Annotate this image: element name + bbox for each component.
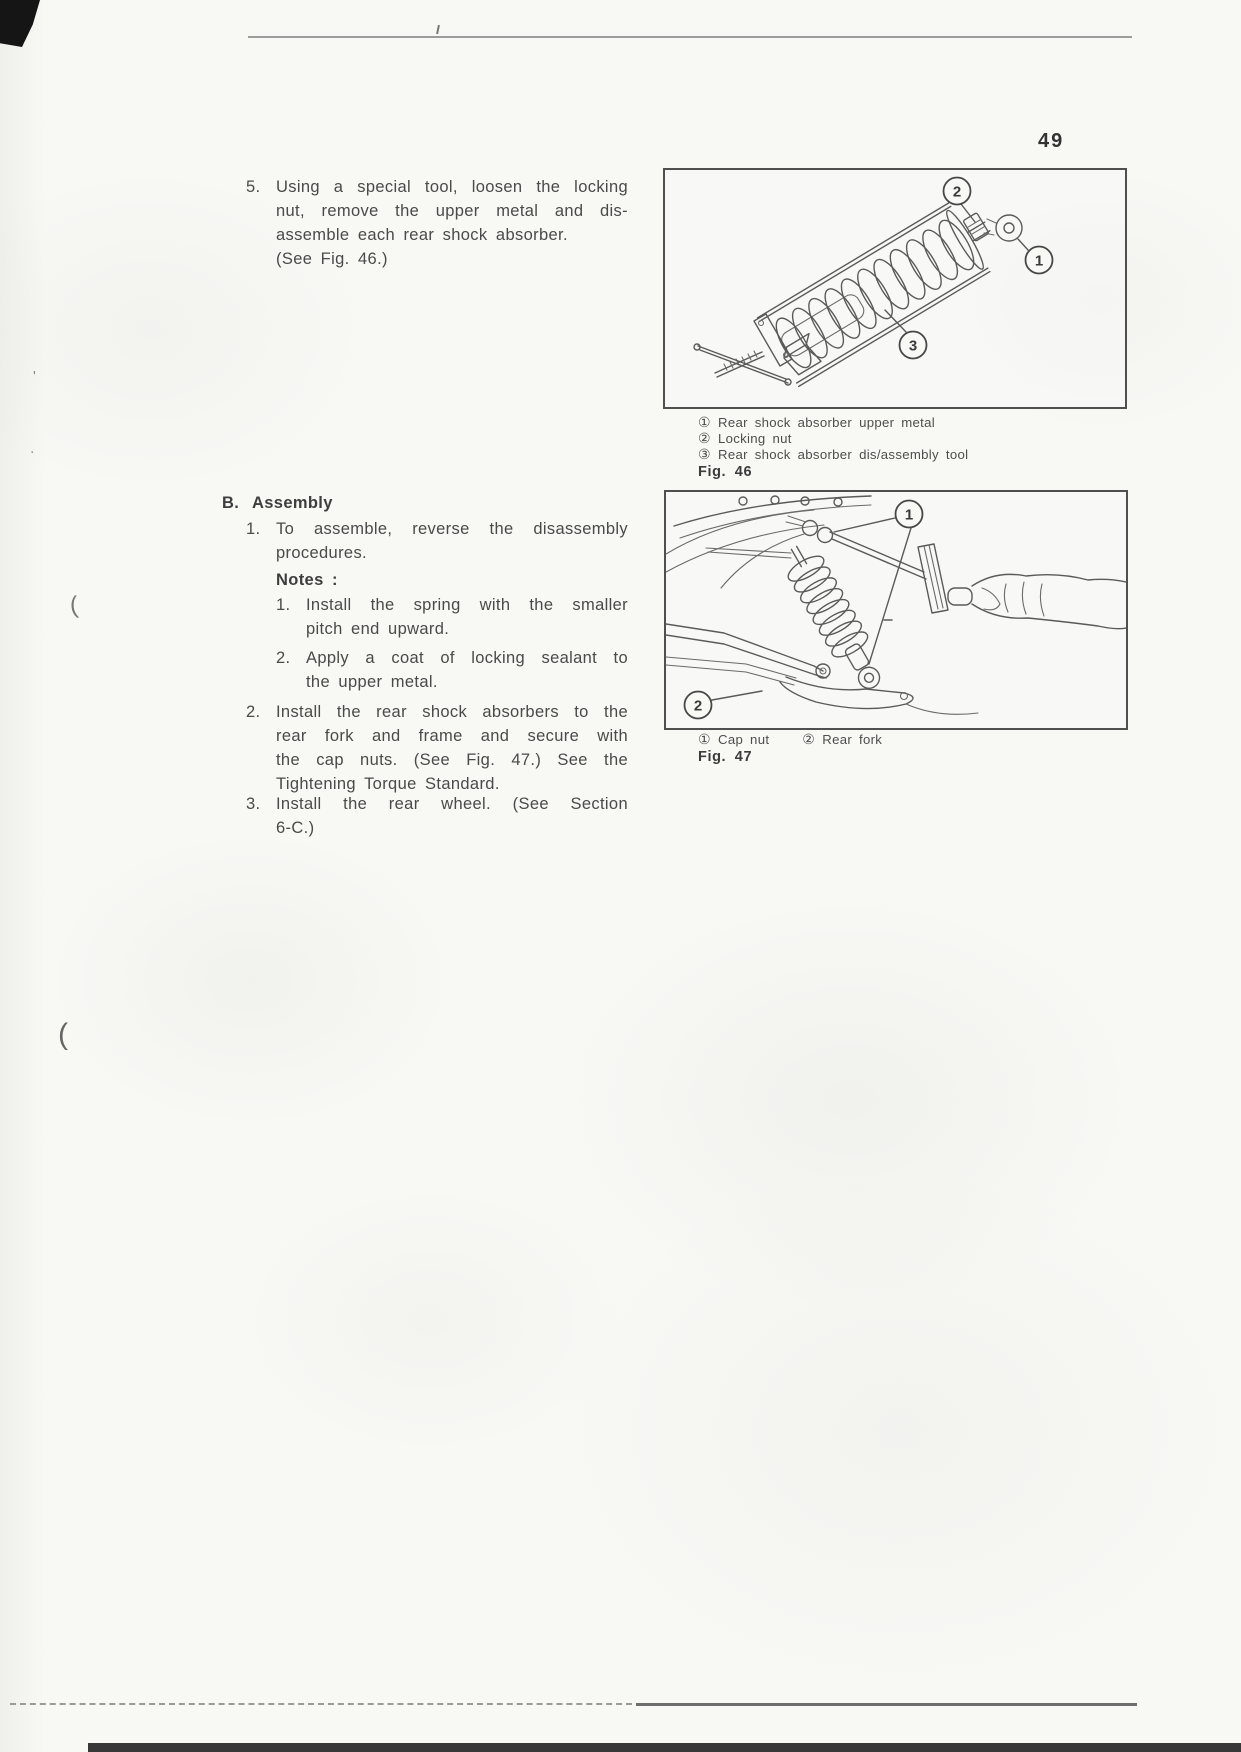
text-line: the upper metal.: [306, 673, 438, 691]
bottom-dashed-rule: [10, 1703, 632, 1705]
circled-number-icon: ①: [698, 414, 711, 430]
fig47-caption: [698, 731, 882, 765]
note-marker: 1.: [276, 596, 291, 614]
figure-46: [663, 168, 1127, 409]
text-line: To assemble, reverse the disassembly: [276, 520, 628, 538]
text-line: rear fork and frame and secure with: [276, 727, 628, 745]
svg-text:2: 2: [693, 697, 703, 715]
note-2: [276, 646, 628, 694]
fig46-shock-absorber-illustration: [665, 170, 1125, 407]
fig46-caption: [698, 414, 968, 480]
step-5: [246, 175, 628, 271]
fig47-callout-1: [896, 501, 923, 528]
section-title: Assembly: [252, 494, 333, 512]
circled-number-icon: ③: [698, 446, 711, 462]
bottom-solid-rule: [636, 1703, 1137, 1706]
step-marker: 2.: [246, 703, 261, 721]
section-marker: B.: [222, 494, 240, 512]
fig46-label: Fig. 46: [698, 464, 753, 480]
text-line: Tightening Torque Standard.: [276, 775, 500, 793]
text-line: Install the rear wheel. (See Section: [276, 795, 628, 813]
fig46-callout-1: [1026, 247, 1053, 274]
scan-mark-paren: (: [68, 591, 80, 620]
circled-number-icon: ②: [698, 430, 711, 446]
caption-line: ③ Rear shock absorber dis/assembly tool: [698, 446, 969, 462]
step-marker: 3.: [246, 795, 261, 813]
note-marker: 2.: [276, 649, 291, 667]
scan-corner-blob: [0, 0, 40, 47]
text-line: Install the spring with the smaller: [306, 596, 628, 614]
figure-47: [664, 490, 1128, 730]
svg-text:3: 3: [908, 337, 918, 355]
svg-text:1: 1: [1034, 252, 1044, 270]
fig46-callout-2: [944, 178, 971, 205]
text-line: Apply a coat of locking sealant to: [306, 649, 628, 667]
fig47-rear-fork-illustration: [666, 492, 1126, 728]
assembly-item-2: [246, 700, 628, 796]
text-line: the cap nuts. (See Fig. 47.) See the: [276, 751, 628, 769]
bottom-scan-band: [88, 1743, 1241, 1752]
caption-line: ① Rear shock absorber upper metal: [698, 414, 936, 430]
fig47-callout-2: [685, 692, 712, 719]
text-line: procedures.: [276, 544, 367, 562]
assembly-item-1: [246, 517, 628, 565]
circled-number-icon: ②: [802, 731, 816, 747]
fig47-label: Fig. 47: [698, 749, 753, 765]
caption-line: ① Cap nut ② Rear fork: [698, 731, 883, 747]
svg-text:1: 1: [904, 506, 914, 524]
note-1: [276, 593, 628, 641]
top-rule: [248, 36, 1132, 38]
assembly-item-3: [246, 792, 628, 840]
circled-number-icon: ①: [698, 731, 711, 747]
fig46-callout-3: [900, 332, 927, 359]
text-line: assemble each rear shock absorber.: [276, 226, 568, 244]
step-marker: 1.: [246, 520, 261, 538]
text-line: nut, remove the upper metal and dis-: [276, 202, 628, 220]
svg-text:2: 2: [952, 183, 962, 201]
scan-mark-paren: (: [58, 1018, 68, 1051]
text-line: (See Fig. 46.): [276, 250, 388, 268]
notes-heading: Notes :: [276, 571, 338, 589]
scan-tick-mark: [436, 25, 440, 34]
text-line: pitch end upward.: [306, 620, 450, 638]
page-number: 49: [1038, 130, 1065, 152]
caption-line: ② Locking nut: [698, 430, 792, 446]
text-line: 6-C.): [276, 819, 315, 837]
text-line: Install the rear shock absorbers to the: [276, 703, 628, 721]
step-marker: 5.: [246, 178, 261, 196]
text-line: Using a special tool, loosen the locking: [276, 178, 628, 196]
section-b-heading: [222, 491, 628, 515]
scan-mark-tick: ': [33, 368, 36, 385]
scan-mark-dot: .: [30, 440, 35, 457]
